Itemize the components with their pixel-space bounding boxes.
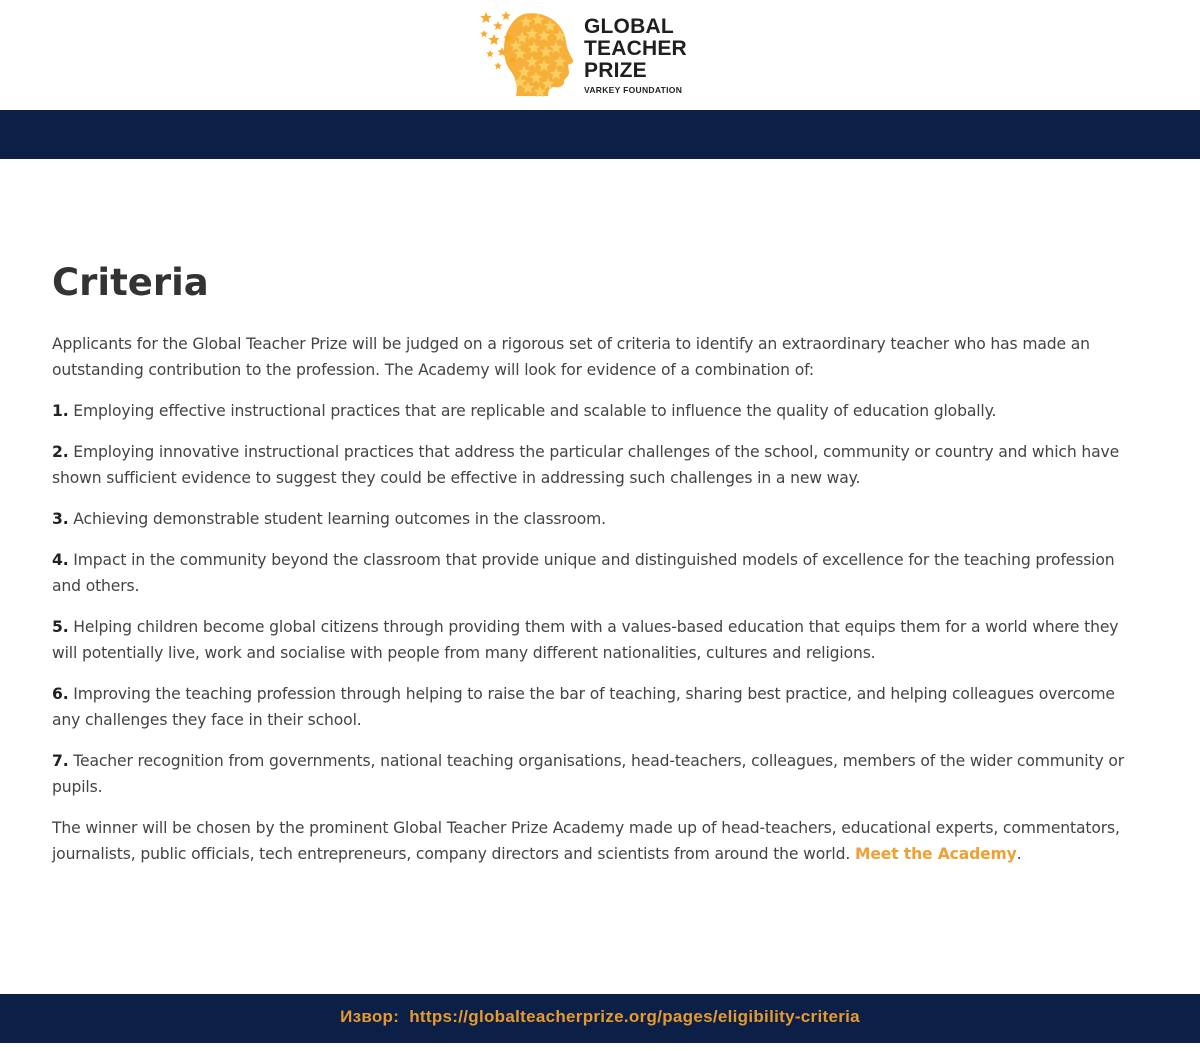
source-footer xyxy=(0,994,1200,1043)
closing-text: The winner will be chosen by the prominent Global Teacher Prize Academy made up of head-teachers, educational experts, commentators, journalists, public officials, tech entrepreneurs, company directors and scientists from around the world. xyxy=(52,819,1120,863)
criterion-number: 1. xyxy=(52,402,69,420)
logo-wordmark xyxy=(584,16,687,96)
source-caption xyxy=(340,1007,860,1027)
site-header xyxy=(0,0,1200,110)
source-url: https://globalteacherprize.org/pages/eligibility-criteria xyxy=(409,1007,860,1026)
criteria-section xyxy=(52,258,1132,882)
criterion-number: 5. xyxy=(52,618,69,636)
logo-line-3: PRIZE xyxy=(584,59,647,82)
logo-line-2: TEACHER xyxy=(584,37,687,60)
criterion-text: Teacher recognition from governments, national teaching organisations, head-teachers, colleagues, members of the wider community or pupils. xyxy=(52,752,1124,796)
criterion-text: Achieving demonstrable student learning outcomes in the classroom. xyxy=(73,510,606,528)
source-label: Извор: xyxy=(340,1007,400,1026)
criterion-item xyxy=(52,681,1132,733)
closing-paragraph xyxy=(52,815,1132,867)
criterion-number: 7. xyxy=(52,752,69,770)
criterion-text: Improving the teaching profession through helping to raise the bar of teaching, sharing best practice, and helping colleagues overcome any challenges they face in their school. xyxy=(52,685,1115,729)
criterion-number: 2. xyxy=(52,443,69,461)
logo-line-1: GLOBAL xyxy=(584,15,674,38)
global-teacher-prize-logo[interactable] xyxy=(476,8,706,100)
meet-the-academy-link[interactable]: Meet the Academy xyxy=(854,845,1017,863)
criterion-item xyxy=(52,547,1132,599)
criterion-item xyxy=(52,506,1132,532)
criterion-number: 4. xyxy=(52,551,69,569)
criterion-text: Employing effective instructional practices that are replicable and scalable to influence the quality of education globally. xyxy=(73,402,997,420)
criterion-text: Impact in the community beyond the classroom that provide unique and distinguished models of excellence for the teaching profession and others. xyxy=(52,551,1115,595)
criterion-item xyxy=(52,398,1132,424)
main-navigation-bar xyxy=(0,110,1200,159)
bottom-strip xyxy=(0,1043,1200,1051)
criterion-item xyxy=(52,614,1132,666)
intro-paragraph: Applicants for the Global Teacher Prize will be judged on a rigorous set of criteria to identify an extraordinary teacher who has made an outstanding contribution to the profession. The Academy will look for evidence of a combination of: xyxy=(52,335,1090,379)
criterion-text: Helping children become global citizens through providing them with a values-based education that equips them for a world where they will potentially live, work and socialise with people from many different nationalities, cultures and religions. xyxy=(52,618,1119,662)
criterion-text: Employing innovative instructional practices that address the particular challenges of the school, community or country and which have shown sufficient evidence to suggest they could be effective in addressing such challenges in a new way. xyxy=(52,443,1120,487)
head-of-stars-logo-icon xyxy=(476,8,576,100)
criterion-item xyxy=(52,748,1132,800)
closing-period: . xyxy=(1016,845,1022,863)
criteria-list xyxy=(52,398,1132,800)
criterion-number: 6. xyxy=(52,685,69,703)
criterion-number: 3. xyxy=(52,510,69,528)
page-title: Criteria xyxy=(52,261,209,304)
logo-subtitle: VARKEY FOUNDATION xyxy=(584,85,683,95)
criterion-item xyxy=(52,439,1132,491)
